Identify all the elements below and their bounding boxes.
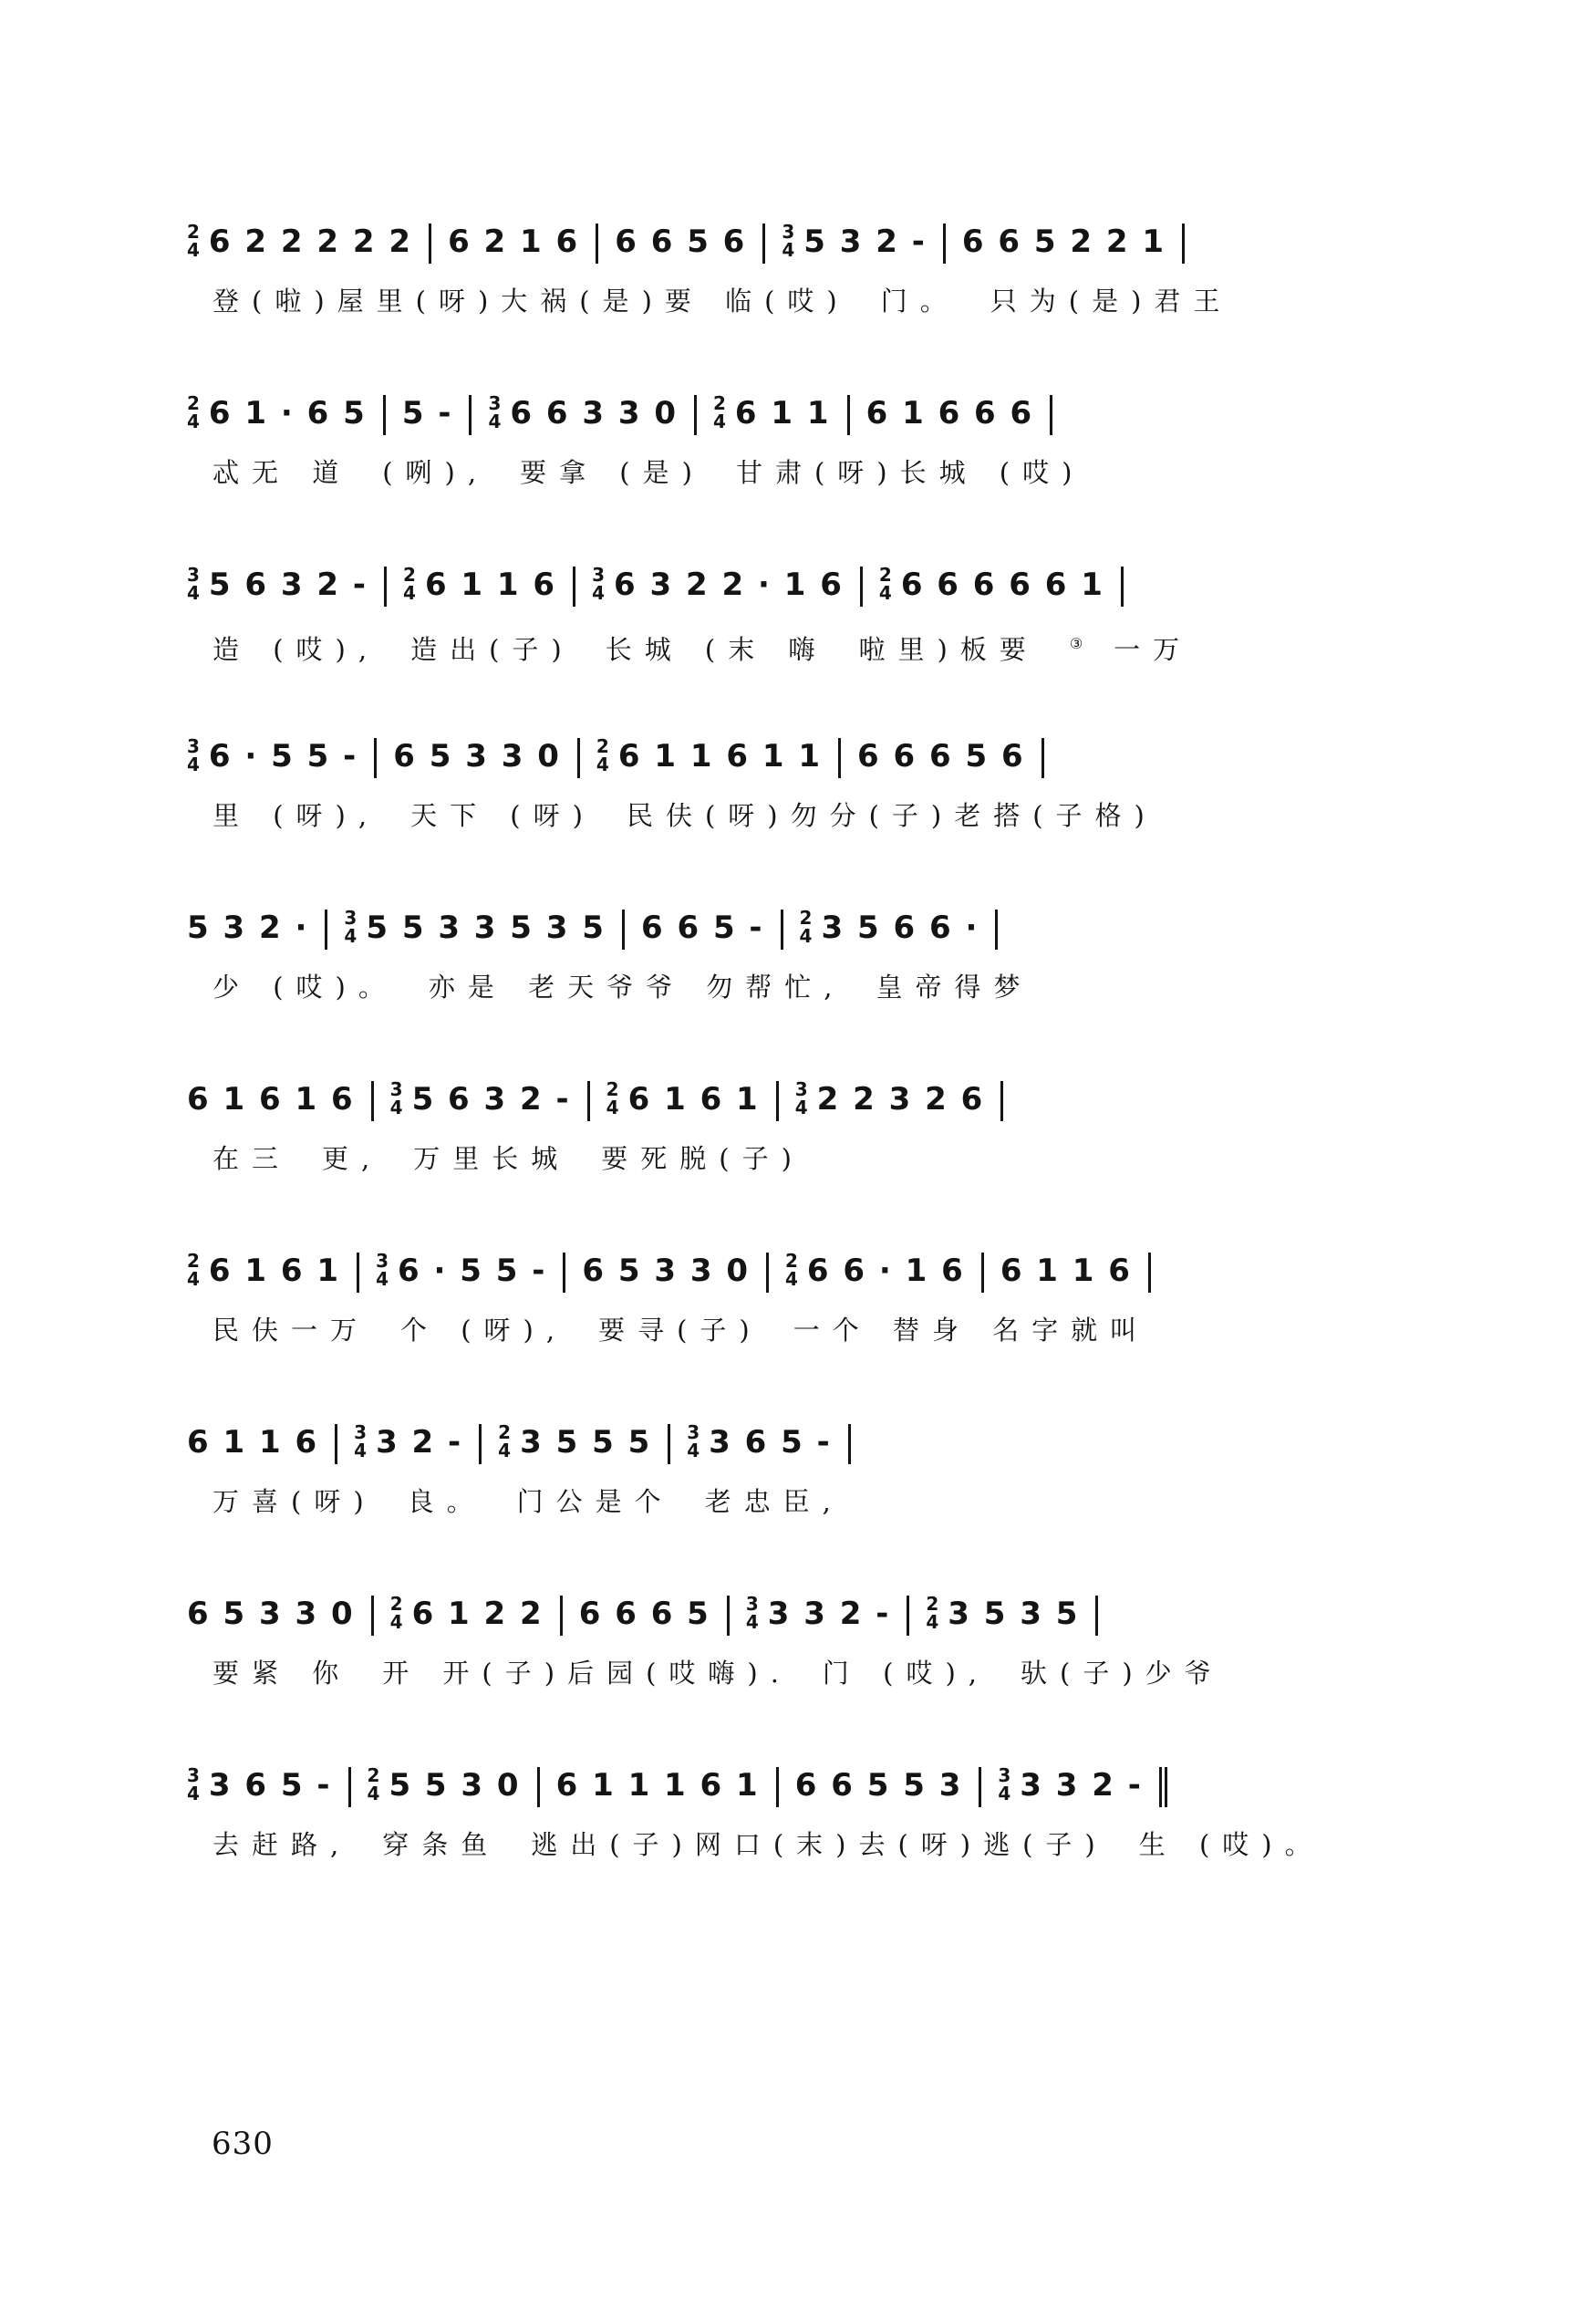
lyrics-row	[187, 1646, 1409, 1700]
note-group: 6 6 5 2 2 1	[961, 224, 1166, 260]
barline	[357, 1253, 359, 1293]
note-group: 6 6 3 3 0	[510, 395, 678, 432]
note-group: 6 2 1 6	[448, 224, 580, 260]
page-number: 630	[212, 2126, 274, 2162]
lyric-phrase: 老忠臣,	[704, 1486, 844, 1517]
lyric-phrase: 天下 (呀)	[410, 800, 596, 831]
note-group: 3 3 2 -	[767, 1596, 891, 1632]
score-system	[187, 1067, 1409, 1239]
barline	[537, 1767, 540, 1807]
barline	[374, 738, 377, 778]
time-signature: 3 4	[687, 1420, 702, 1461]
lyric-phrase: 更,	[322, 1143, 383, 1174]
lyric-phrase: (咧),	[382, 457, 490, 488]
lyrics-row	[187, 274, 1409, 328]
barline	[1000, 1081, 1003, 1121]
note-group: 6 1 1 6	[424, 567, 557, 603]
lyric-phrase: 万喜(呀)	[212, 1486, 377, 1517]
final-barline	[1159, 1767, 1162, 1807]
barline	[860, 567, 863, 607]
note-group: 6 6 5 5 3	[794, 1767, 963, 1804]
score-system	[187, 381, 1409, 553]
lyric-phrase: 里 (呀),	[212, 800, 380, 831]
barline	[848, 1424, 851, 1464]
lyric-phrase: 造 (哎),	[212, 633, 380, 665]
barline	[1121, 567, 1124, 607]
note-group: 6 · 5 5 -	[208, 738, 358, 775]
time-signature: 3 4	[187, 563, 202, 604]
time-signature: 2 4	[799, 906, 814, 947]
time-signature: 2 4	[187, 220, 202, 261]
note-group: 5 5 3 0	[389, 1767, 521, 1804]
time-signature: 3 4	[782, 220, 797, 261]
score-system	[187, 724, 1409, 896]
time-signature: 2 4	[389, 1592, 405, 1633]
barline	[1050, 395, 1052, 435]
time-signature: 2 4	[606, 1077, 621, 1118]
note-group: 6 5 3 3 0	[187, 1596, 355, 1632]
time-signature: 3 4	[187, 1763, 202, 1804]
barline	[560, 1596, 563, 1636]
barline	[573, 567, 575, 607]
time-signature: 3 4	[344, 906, 359, 947]
notation-row	[187, 724, 1409, 788]
score	[187, 210, 1409, 1925]
score-system	[187, 1239, 1409, 1410]
lyric-phrase: 要拿 (是)	[520, 457, 705, 488]
note-group: 3 5 5 5	[520, 1424, 652, 1461]
note-group: 6 5 3 3 0	[393, 738, 561, 775]
note-group: 6 6 6 6 6 1	[900, 567, 1104, 603]
note-group: 2 2 3 2 6	[816, 1081, 985, 1118]
note-group: 6 1 · 6 5	[208, 395, 367, 432]
note-group: 6 · 5 5 -	[397, 1253, 547, 1289]
lyric-phrase: 登(啦)屋里(呀)大祸(是)要 临(哎)	[212, 286, 850, 317]
time-signature: 3 4	[488, 391, 503, 432]
score-system	[187, 1753, 1409, 1925]
barline	[371, 1081, 374, 1121]
barline	[1042, 738, 1044, 778]
lyrics-row	[187, 960, 1409, 1014]
note-group: 6 6 · 1 6	[806, 1253, 965, 1289]
notation-row	[187, 896, 1409, 960]
lyric-phrase: 开 开(子)后园(哎嗨).	[382, 1658, 792, 1689]
score-system	[187, 210, 1409, 381]
barline	[1182, 224, 1185, 264]
lyric-phrase: 啦里)板要	[858, 633, 1039, 665]
lyric-phrase: 门公是个	[516, 1486, 674, 1517]
note-group: 5 -	[401, 395, 453, 432]
note-group: 6 1 6 1 6	[187, 1081, 355, 1118]
barline	[838, 738, 841, 778]
lyric-phrase: 去赶路,	[212, 1829, 352, 1860]
note-group: 3 6 5 -	[208, 1767, 332, 1804]
notation-row	[187, 1239, 1409, 1303]
time-signature: 2 4	[878, 563, 894, 604]
lyrics-row	[187, 1817, 1409, 1872]
note-group: 6 6 6 5	[578, 1596, 710, 1632]
lyric-phrase: 民伕(呀)勿分(子)老搭(子格)	[626, 800, 1157, 831]
barline	[325, 910, 327, 950]
score-system	[187, 1410, 1409, 1582]
note-group: 3 2 -	[376, 1424, 463, 1461]
lyric-phrase: 甘肃(呀)长城 (哎)	[735, 457, 1085, 488]
time-signature: 3 4	[745, 1592, 761, 1633]
time-signature: 3 4	[187, 734, 202, 775]
note-group: 6 1 2 2	[411, 1596, 544, 1632]
barline	[383, 395, 386, 435]
lyric-phrase: 在三	[212, 1143, 292, 1174]
barline	[727, 1596, 730, 1636]
lyric-phrase: 门。	[880, 286, 959, 317]
lyrics-row	[187, 617, 1409, 671]
lyric-phrase: 要紧 你	[212, 1658, 352, 1689]
barline	[596, 224, 598, 264]
note-group: 6 1 1 6 1 1	[617, 738, 822, 775]
note-group: 6 1 1 6	[187, 1424, 319, 1461]
lyric-phrase: 忒无 道	[212, 457, 352, 488]
barline	[766, 1253, 769, 1293]
lyric-phrase: 穿条鱼	[382, 1829, 501, 1860]
lyric-phrase: 生 (哎)。	[1138, 1829, 1324, 1860]
barline	[781, 910, 783, 950]
lyric-phrase: 少 (哎)。	[212, 972, 398, 1003]
barline	[943, 224, 946, 264]
note-group: 6 1 6 1	[627, 1081, 760, 1118]
note-group: 6 6 5 6	[615, 224, 747, 260]
footnote-marker: ③	[1069, 635, 1083, 652]
notation-row	[187, 1582, 1409, 1646]
time-signature: 2 4	[187, 1249, 202, 1290]
barline	[371, 1596, 374, 1636]
time-signature: 3 4	[998, 1763, 1013, 1804]
barline	[668, 1424, 670, 1464]
time-signature: 2 4	[187, 391, 202, 432]
barline	[587, 1081, 590, 1121]
lyric-phrase: 万里长城	[413, 1143, 571, 1174]
time-signature: 3 4	[389, 1077, 405, 1118]
note-group: 3 5 6 6 ·	[821, 910, 979, 946]
lyrics-row	[187, 1303, 1409, 1357]
score-system	[187, 553, 1409, 724]
note-group: 5 3 2 ·	[187, 910, 309, 946]
note-group: 3 5 3 5	[948, 1596, 1080, 1632]
barline	[694, 395, 697, 435]
barline	[469, 395, 472, 435]
lyric-phrase: 个 (呀),	[400, 1315, 568, 1346]
time-signature: 3 4	[592, 563, 606, 604]
note-group: 3 3 2 -	[1020, 1767, 1143, 1804]
notation-row	[187, 381, 1409, 445]
lyric-phrase: 亦是 老天爷爷 勿帮忙,	[428, 972, 845, 1003]
lyric-phrase: 长城 (末 嗨	[605, 633, 828, 665]
lyric-phrase: 一个 替身 名字就叫	[793, 1315, 1150, 1346]
notation-row	[187, 1067, 1409, 1131]
lyric-phrase: 民伕一万	[212, 1315, 370, 1346]
barline	[776, 1081, 779, 1121]
score-system	[187, 1582, 1409, 1753]
lyric-phrase: 良。	[407, 1486, 486, 1517]
note-group: 6 1 1	[734, 395, 831, 432]
note-group: 6 1 1 1 6 1	[555, 1767, 760, 1804]
time-signature: 2 4	[784, 1249, 800, 1290]
barline	[622, 910, 625, 950]
time-signature: 3 4	[354, 1420, 369, 1461]
note-group: 3 6 5 -	[709, 1424, 832, 1461]
lyrics-row	[187, 788, 1409, 843]
barline	[981, 1253, 984, 1293]
notation-row	[187, 1753, 1409, 1817]
lyric-phrase: 要死脱(子)	[601, 1143, 804, 1174]
note-group: 6 5 3 3 0	[582, 1253, 750, 1289]
barline	[479, 1424, 482, 1464]
note-group: 6 1 1 6	[1000, 1253, 1132, 1289]
barline	[429, 224, 431, 264]
note-group: 6 6 5 -	[640, 910, 764, 946]
time-signature: 2 4	[713, 391, 728, 432]
lyrics-row	[187, 1474, 1409, 1529]
notation-row	[187, 553, 1409, 617]
barline	[762, 224, 765, 264]
barline	[776, 1767, 779, 1807]
lyrics-row	[187, 1131, 1409, 1186]
barline	[979, 1767, 981, 1807]
lyric-phrase: 造出(子)	[410, 633, 575, 665]
time-signature: 3 4	[794, 1077, 810, 1118]
note-group: 5 5 3 3 5 3 5	[366, 910, 606, 946]
barline	[384, 567, 387, 607]
lyric-phrase: 门 (哎),	[822, 1658, 990, 1689]
time-signature: 3 4	[376, 1249, 390, 1290]
time-signature: 2 4	[596, 734, 611, 775]
note-group: 5 6 3 2 -	[411, 1081, 571, 1118]
barline	[563, 1253, 565, 1293]
lyrics-row	[187, 445, 1409, 500]
barline	[907, 1596, 909, 1636]
notation-row	[187, 1410, 1409, 1474]
note-group: 5 3 2 -	[803, 224, 927, 260]
time-signature: 2 4	[403, 563, 418, 604]
lyric-phrase: 只为(是)君王	[990, 286, 1233, 317]
note-group: 6 2 2 2 2 2	[208, 224, 413, 260]
time-signature: 2 4	[498, 1420, 513, 1461]
barline	[577, 738, 580, 778]
note-group: 6 1 6 1	[208, 1253, 341, 1289]
barline	[1148, 1253, 1151, 1293]
lyric-phrase: 逃出(子)网口(末)去(呀)逃(子)	[531, 1829, 1108, 1860]
note-group: 6 3 2 2 · 1 6	[614, 567, 844, 603]
barline	[1095, 1596, 1098, 1636]
barline	[995, 910, 998, 950]
score-system	[187, 896, 1409, 1067]
lyric-phrase: 一万	[1114, 633, 1193, 665]
time-signature: 2 4	[367, 1763, 382, 1804]
lyric-phrase: 皇帝得梦	[876, 972, 1033, 1003]
note-group: 5 6 3 2 -	[208, 567, 368, 603]
note-group: 6 6 6 5 6	[856, 738, 1025, 775]
barline	[847, 395, 850, 435]
barline	[335, 1424, 337, 1464]
time-signature: 2 4	[926, 1592, 941, 1633]
note-group: 6 1 6 6 6	[865, 395, 1034, 432]
lyric-phrase: 驮(子)少爷	[1021, 1658, 1224, 1689]
notation-row	[187, 210, 1409, 274]
barline	[348, 1767, 351, 1807]
lyric-phrase: 要寻(子)	[598, 1315, 762, 1346]
